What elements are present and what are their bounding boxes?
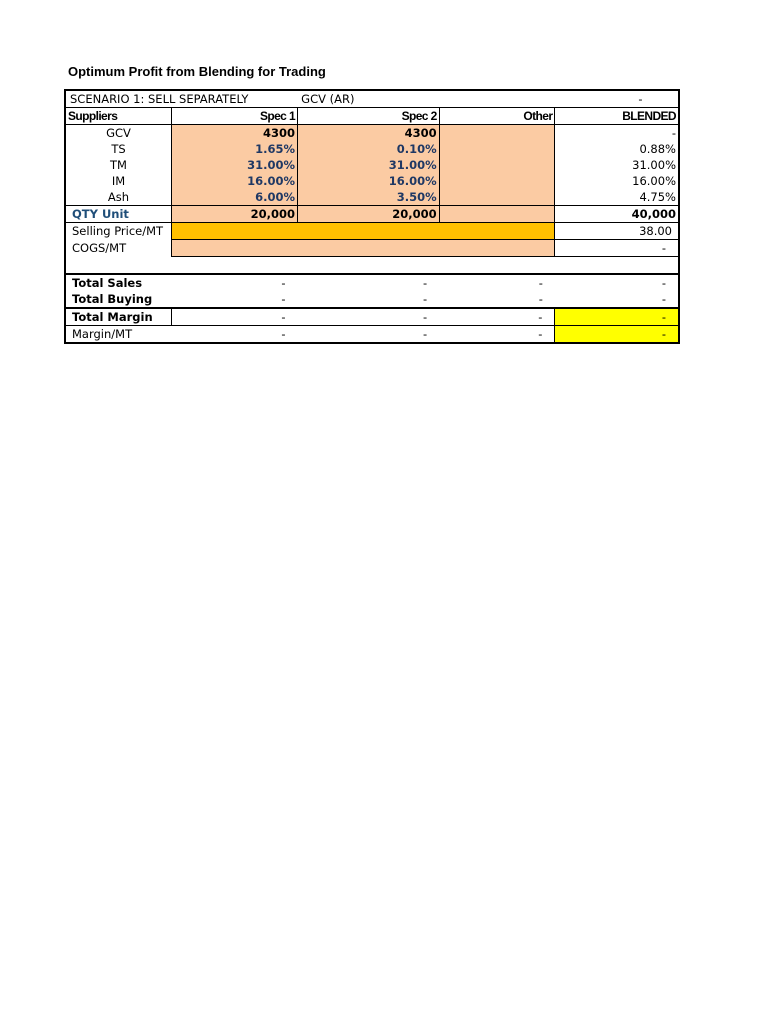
blended-qty-cell: 40,000 — [555, 206, 679, 223]
blending-table — [64, 89, 680, 344]
margin-per-mt-row — [65, 326, 679, 344]
margin-per-mt-label: Margin/MT — [72, 327, 133, 341]
spec2-total-margin-cell: - — [298, 308, 440, 326]
header-blended: BLENDED — [555, 108, 679, 125]
spec2-total-sales-cell: - — [298, 274, 440, 291]
other-ts-cell[interactable] — [439, 141, 555, 157]
blended-im-cell: 16.00% — [632, 174, 676, 188]
total-buying-label: Total Buying — [72, 292, 153, 306]
gcv-ar-value: - — [555, 90, 679, 108]
header-spec2: Spec 2 — [298, 108, 440, 125]
other-total-margin-cell: - — [439, 308, 555, 326]
spec2-qty-cell[interactable]: 20,000 — [298, 206, 440, 223]
blended-ash-cell: 4.75% — [639, 190, 676, 204]
spec2-gcv-cell[interactable]: 4300 — [298, 125, 440, 142]
spec2-ash-cell[interactable]: 3.50% — [298, 189, 440, 206]
other-im-cell[interactable] — [439, 173, 555, 189]
spec-label: IM — [65, 173, 171, 189]
spec-label: TM — [65, 157, 171, 173]
blended-ts-cell: 0.88% — [639, 142, 676, 156]
spec2-tm-cell[interactable]: 31.00% — [298, 157, 440, 173]
spec1-qty-cell[interactable]: 20,000 — [171, 206, 297, 223]
other-qty-cell[interactable] — [439, 206, 555, 223]
spec1-total-margin-cell: - — [171, 308, 297, 326]
total-margin-label: Total Margin — [65, 308, 171, 326]
blended-gcv-cell: - — [671, 126, 676, 140]
scenario-label: SCENARIO 1: SELL SEPARATELY — [65, 90, 439, 108]
other-gcv-cell[interactable] — [439, 125, 555, 142]
spec2-im-cell[interactable]: 16.00% — [298, 173, 440, 189]
spec-row-gcv — [65, 125, 679, 142]
header-suppliers: Suppliers — [65, 108, 171, 125]
blended-tm-cell: 31.00% — [632, 158, 676, 172]
spec-label: TS — [65, 141, 171, 157]
cogs-label: COGS/MT — [65, 240, 171, 257]
spacer-row — [65, 257, 679, 275]
total-margin-row — [65, 308, 679, 326]
scenario-row — [65, 90, 679, 108]
qty-label: QTY Unit — [65, 206, 171, 223]
other-total-buying-cell: - — [538, 292, 543, 306]
spec-label: GCV — [65, 125, 171, 142]
blended-selling-price-cell: 38.00 — [555, 223, 679, 240]
other-tm-cell[interactable] — [439, 157, 555, 173]
total-buying-row — [65, 291, 679, 308]
header-spec1: Spec 1 — [171, 108, 297, 125]
spec2-margin-per-mt-cell: - — [423, 327, 428, 341]
blended-total-buying-cell: - — [661, 292, 666, 306]
selling-price-input[interactable] — [171, 223, 554, 240]
total-sales-label: Total Sales — [65, 274, 171, 291]
other-total-sales-cell: - — [439, 274, 555, 291]
blended-total-margin-cell: - — [555, 308, 679, 326]
header-other: Other — [439, 108, 555, 125]
spec1-total-buying-cell: - — [281, 292, 286, 306]
header-row — [65, 108, 679, 125]
spec2-ts-cell[interactable]: 0.10% — [298, 141, 440, 157]
spec1-ts-cell[interactable]: 1.65% — [171, 141, 297, 157]
blended-total-sales-cell: - — [555, 274, 679, 291]
selling-price-label: Selling Price/MT — [65, 223, 171, 240]
blended-margin-per-mt-cell: - — [555, 326, 679, 344]
gcv-ar-label: GCV (AR) — [299, 90, 415, 108]
spec-row-im — [65, 173, 679, 189]
blended-cogs-cell: - — [555, 240, 679, 257]
other-ash-cell[interactable] — [439, 189, 555, 206]
spec1-total-sales-cell: - — [171, 274, 297, 291]
spec1-im-cell[interactable]: 16.00% — [171, 173, 297, 189]
spec1-gcv-cell[interactable]: 4300 — [171, 125, 297, 142]
spec-label: Ash — [65, 189, 171, 206]
other-margin-per-mt-cell: - — [538, 327, 543, 341]
spec1-tm-cell[interactable]: 31.00% — [171, 157, 297, 173]
cogs-input[interactable] — [171, 240, 554, 257]
spec-row-ash — [65, 189, 679, 206]
spec1-margin-per-mt-cell: - — [281, 327, 286, 341]
document-title: Optimum Profit from Blending for Trading — [68, 64, 326, 79]
spec-row-tm — [65, 157, 679, 173]
cogs-row — [65, 240, 679, 257]
qty-row — [65, 206, 679, 223]
spec2-total-buying-cell: - — [423, 292, 428, 306]
spec-row-ts — [65, 141, 679, 157]
spec1-ash-cell[interactable]: 6.00% — [171, 189, 297, 206]
total-sales-row — [65, 274, 679, 291]
selling-price-row — [65, 223, 679, 240]
